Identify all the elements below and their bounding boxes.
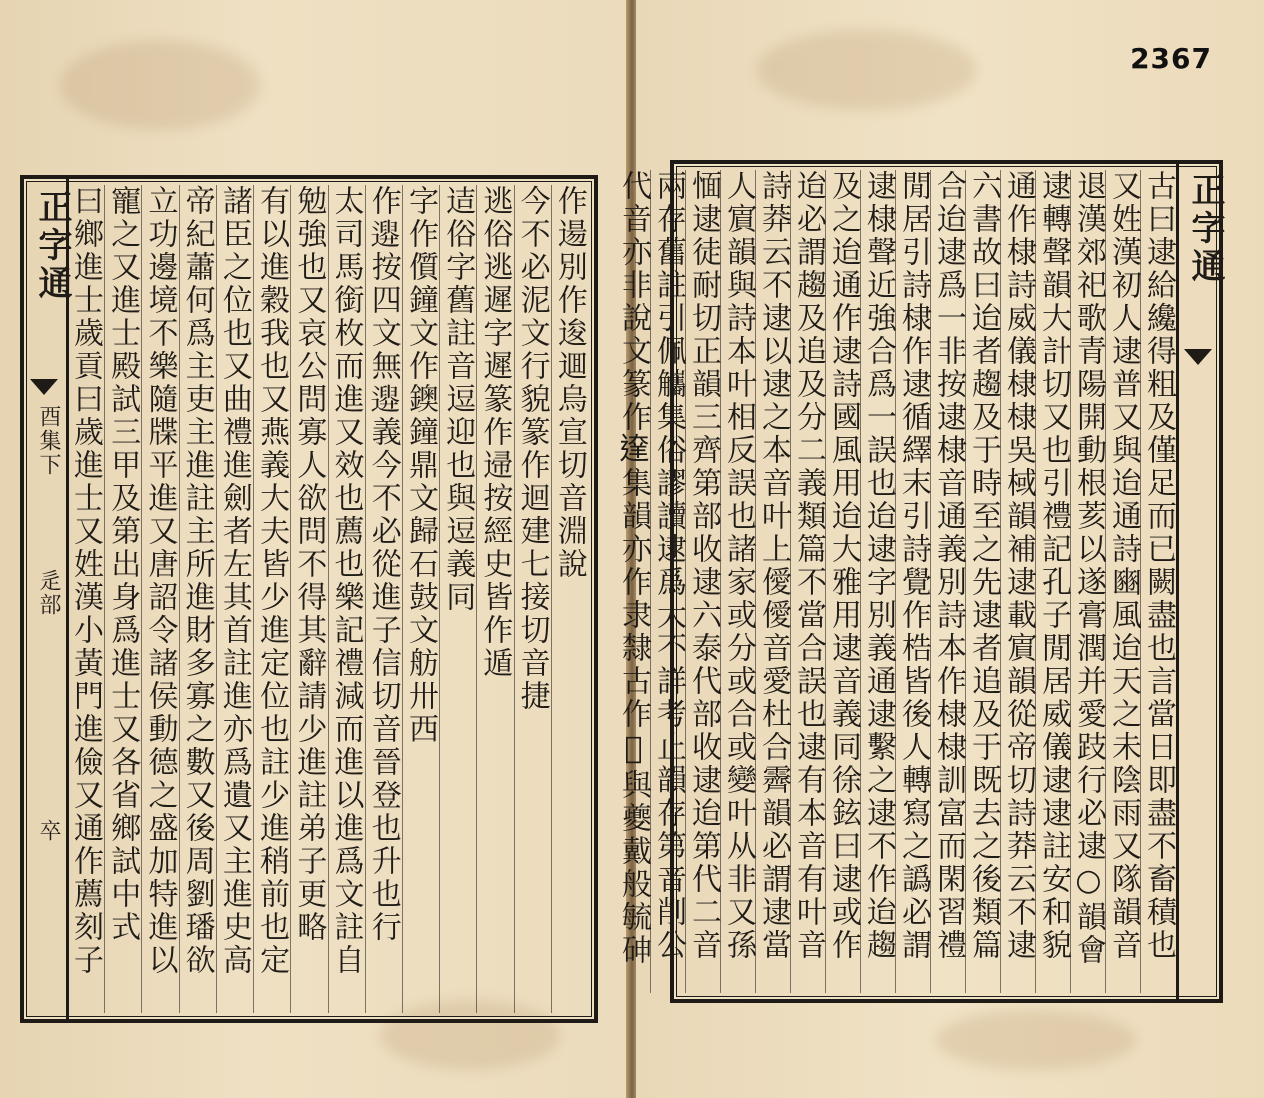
left-text-column: 寵之又進士殿試三甲及第出身爲進士又各省鄉試中式 [104,185,139,1013]
page-number: 2367 [1130,42,1212,75]
right-text-column: 愐逮徒耐切正韻三齊第部收逮六泰代部收逮迨第代二音 [685,170,720,993]
right-text-column: 逮棣聲近強合爲一誤也迨逮字別義通逮繫之逮不作迨趨 [860,170,895,993]
left-text-column: 迼俗字舊註音逗迎也與逗義同 [439,185,474,1013]
left-text-column: 有以進穀我也又燕義大夫皆少進定位也註少進稍前也定 [253,185,288,1013]
right-text-column: 人賔韻與詩本叶相反誤也諸家或分或合或變叶从非又孫 [720,170,755,993]
left-text-column: 諸臣之位也又曲禮進劍者左其首註進亦爲遺又主進史高 [216,185,251,1013]
left-text-column: 太司馬銜枚而進又效也薦也樂記禮減而進以進爲文註自 [328,185,363,1013]
left-text-column: 字作儨鐘文作鐭鐘鼎文歸石鼓文舫卅西 [402,185,437,1013]
left-text-block [20,175,598,1023]
left-text-column: 曰鄉進士歲貢曰歲進士又姓漢小黃門進儉又通作薦刻子 [68,185,103,977]
right-text-column: 逮轉聲韻大計切又也引禮記孔子閒居威儀逮逮註安和貌 [1035,170,1070,993]
right-text-column: 閒居引詩棣作逮循繹末引詩覺作梏皆後人轉寫之譌必謂 [895,170,930,993]
right-text-column: 兩存舊註引佩觿集俗謬讀逮爲大不詳考止韻存第音削公 [650,170,685,993]
right-text-column: 迨必謂趨及追及分二義類篇不當合誤也逮有本音有叶音 [790,170,825,993]
right-text-column: 六書故曰迨者趨及于時至之先逮者追及于既去之後類篇 [965,170,1000,993]
left-block-center-strip [24,179,72,1019]
fish-tail-mark [30,379,58,395]
right-text-columns [616,170,1176,993]
left-text-column: 立功邊境不樂隨牒平進又唐詔令諸侯動德之盛加特進以 [141,185,176,1013]
right-text-column: 又姓漢初人逮普又與迨通詩豳風迨天之未陰雨又隊韻音 [1105,170,1140,993]
left-text-column: 作𨗮按四文無𨗮義今不必從進子信切音晉登也升也行 [365,185,400,1013]
banxin-book-title: 正字通 [32,189,72,303]
left-text-column: 逃俗逃遲字遲篆作䢜按經史皆作遁 [476,185,511,1013]
banxin-collection: 酉集下 [36,405,61,477]
right-text-column: 古曰逮給纔得粗及僅足而已闕盡也言當日即盡不畜積也 [1140,170,1175,993]
left-text-column: 今不必泥文行貌篆作迴建七接切音捷 [514,185,549,1013]
left-text-column: 勉強也又哀公問寡人欲問不得其辭請少進註弟子更略 [290,185,325,1013]
banxin-book-title: 正字通 [1185,172,1225,286]
fish-tail-mark [1184,349,1212,365]
right-text-column: 退漢郊祀歌青陽開動根荄以遂膏潤并愛跂行必逮○韻會 [1070,170,1105,993]
left-text-column: 作逿別作逡逥烏宣切音淵說 [551,185,586,1013]
right-text-column: 代音亦非說文篆作𨔶集韻亦作隶隸古作𨑯與夔戴般毓砷 [616,170,651,967]
right-text-column: 及之迨通作逮詩國風用迨大雅用逮音義同徐鉉曰逮或作 [825,170,860,993]
right-text-column: 詩莽云不逮以逮之本音叶上僾僾音愛杜合霽韻必謂逮當 [755,170,790,993]
right-text-column: 合迨逮爲一非按逮棣音通義別詩本作棣棣訓富而閑習禮 [930,170,965,993]
banxin-section: 辵部 [36,569,61,617]
right-text-block [616,160,1225,1003]
left-text-column: 帝紀蕭何爲主吏主進註主所進財多寡之數又後周劉璠欲 [179,185,214,1013]
right-text-column: 通作棣詩威儀棣棣吳棫韻補逮載賔韻從帝切詩莽云不逮 [1000,170,1035,993]
banxin-leaf-number: 卒 [36,819,61,843]
left-text-columns [68,185,586,1013]
right-block-center-strip [1176,164,1225,999]
